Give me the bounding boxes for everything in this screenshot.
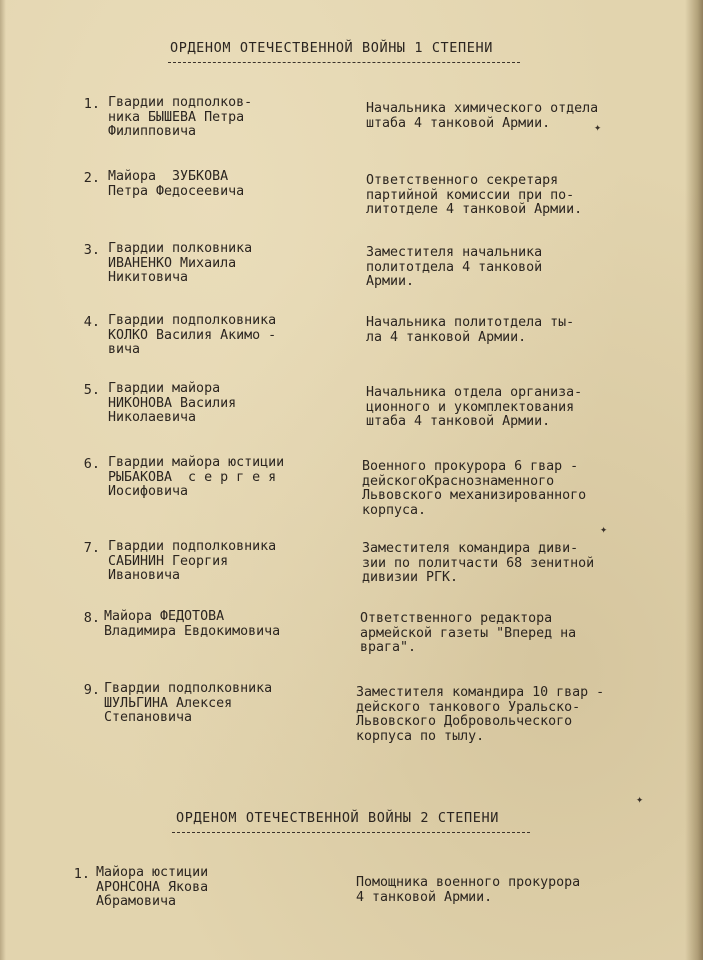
entry-number: 8. bbox=[83, 610, 100, 626]
awardee-position: Ответственного редактора армейской газеты "Вперед на врага". bbox=[360, 611, 577, 655]
section2-heading: ОРДЕНОМ ОТЕЧЕСТВЕННОЙ ВОЙНЫ 2 СТЕПЕНИ bbox=[176, 810, 499, 826]
awardee-position: Ответственного секретаря партийной комиссии при по- литотделе 4 танковой Армии. bbox=[366, 173, 583, 217]
page-fold-shadow bbox=[0, 0, 6, 960]
page-edge-shadow bbox=[685, 0, 703, 960]
awardee-name: Майора ЗУБКОВА Петра Федосеевича bbox=[108, 169, 245, 199]
section1-heading: ОРДЕНОМ ОТЕЧЕСТВЕННОЙ ВОЙНЫ 1 СТЕПЕНИ bbox=[170, 40, 493, 56]
section2-underline bbox=[172, 832, 530, 833]
entry-number: 6. bbox=[83, 456, 100, 472]
awardee-name: Гвардии подполковника ШУЛЬГИНА Алексея Степановича bbox=[104, 681, 273, 725]
awardee-position: Заместителя начальника политотдела 4 танковой Армии. bbox=[366, 245, 543, 289]
awardee-name: Гвардии полковника ИВАНЕНКО Михаила Никитовича bbox=[108, 241, 253, 285]
entry-number: 9. bbox=[83, 682, 100, 698]
awardee-name: Гвардии майора юстиции РЫБАКОВА с е р г е я Иосифовича bbox=[108, 455, 285, 499]
awardee-position: Начальника химического отдела штаба 4 танковой Армии. bbox=[366, 101, 599, 131]
awardee-name: Гвардии майора НИКОНОВА Василия Николаевича bbox=[108, 381, 237, 425]
entry-number: 3. bbox=[83, 242, 100, 258]
entry-number: 1. bbox=[73, 866, 90, 882]
entry-number: 1. bbox=[83, 96, 100, 112]
awardee-name: Майора юстиции АРОНСОНА Якова Абрамовича bbox=[96, 865, 209, 909]
awardee-position: Начальника политотдела ты- ла 4 танковой Армии. bbox=[366, 315, 575, 345]
ink-mark: ✦ bbox=[636, 792, 644, 806]
awardee-position: Помощника военного прокурора 4 танковой Армии. bbox=[356, 875, 581, 905]
entry-number: 7. bbox=[83, 540, 100, 556]
awardee-name: Гвардии подполков- ника БЫШЕВА Петра Филипповича bbox=[108, 95, 253, 139]
awardee-name: Майора ФЕДОТОВА Владимира Евдокимовича bbox=[104, 609, 281, 639]
awardee-name: Гвардии подполковника КОЛКО Василия Акимо - вича bbox=[108, 313, 277, 357]
section1-underline bbox=[168, 62, 520, 63]
awardee-position: Начальника отдела организа- ционного и укомплектования штаба 4 танковой Армии. bbox=[366, 385, 583, 429]
ink-mark: ✦ bbox=[594, 120, 602, 134]
awardee-position: Заместителя командира 10 гвар - дейского танкового Уральско- Львовского Добровольческого корпуса по тылу. bbox=[356, 685, 605, 744]
awardee-position: Военного прокурора 6 гвар - дейскогоКраснознаменного Львовского механизированного корпуса. bbox=[362, 459, 587, 518]
awardee-position: Заместителя командира диви- зии по политчасти 68 зенитной дивизии РГК. bbox=[362, 541, 595, 585]
ink-mark: ✦ bbox=[600, 522, 608, 536]
entry-number: 5. bbox=[83, 382, 100, 398]
entry-number: 2. bbox=[83, 170, 100, 186]
awardee-name: Гвардии подполковника САБИНИН Георгия Ивановича bbox=[108, 539, 277, 583]
entry-number: 4. bbox=[83, 314, 100, 330]
